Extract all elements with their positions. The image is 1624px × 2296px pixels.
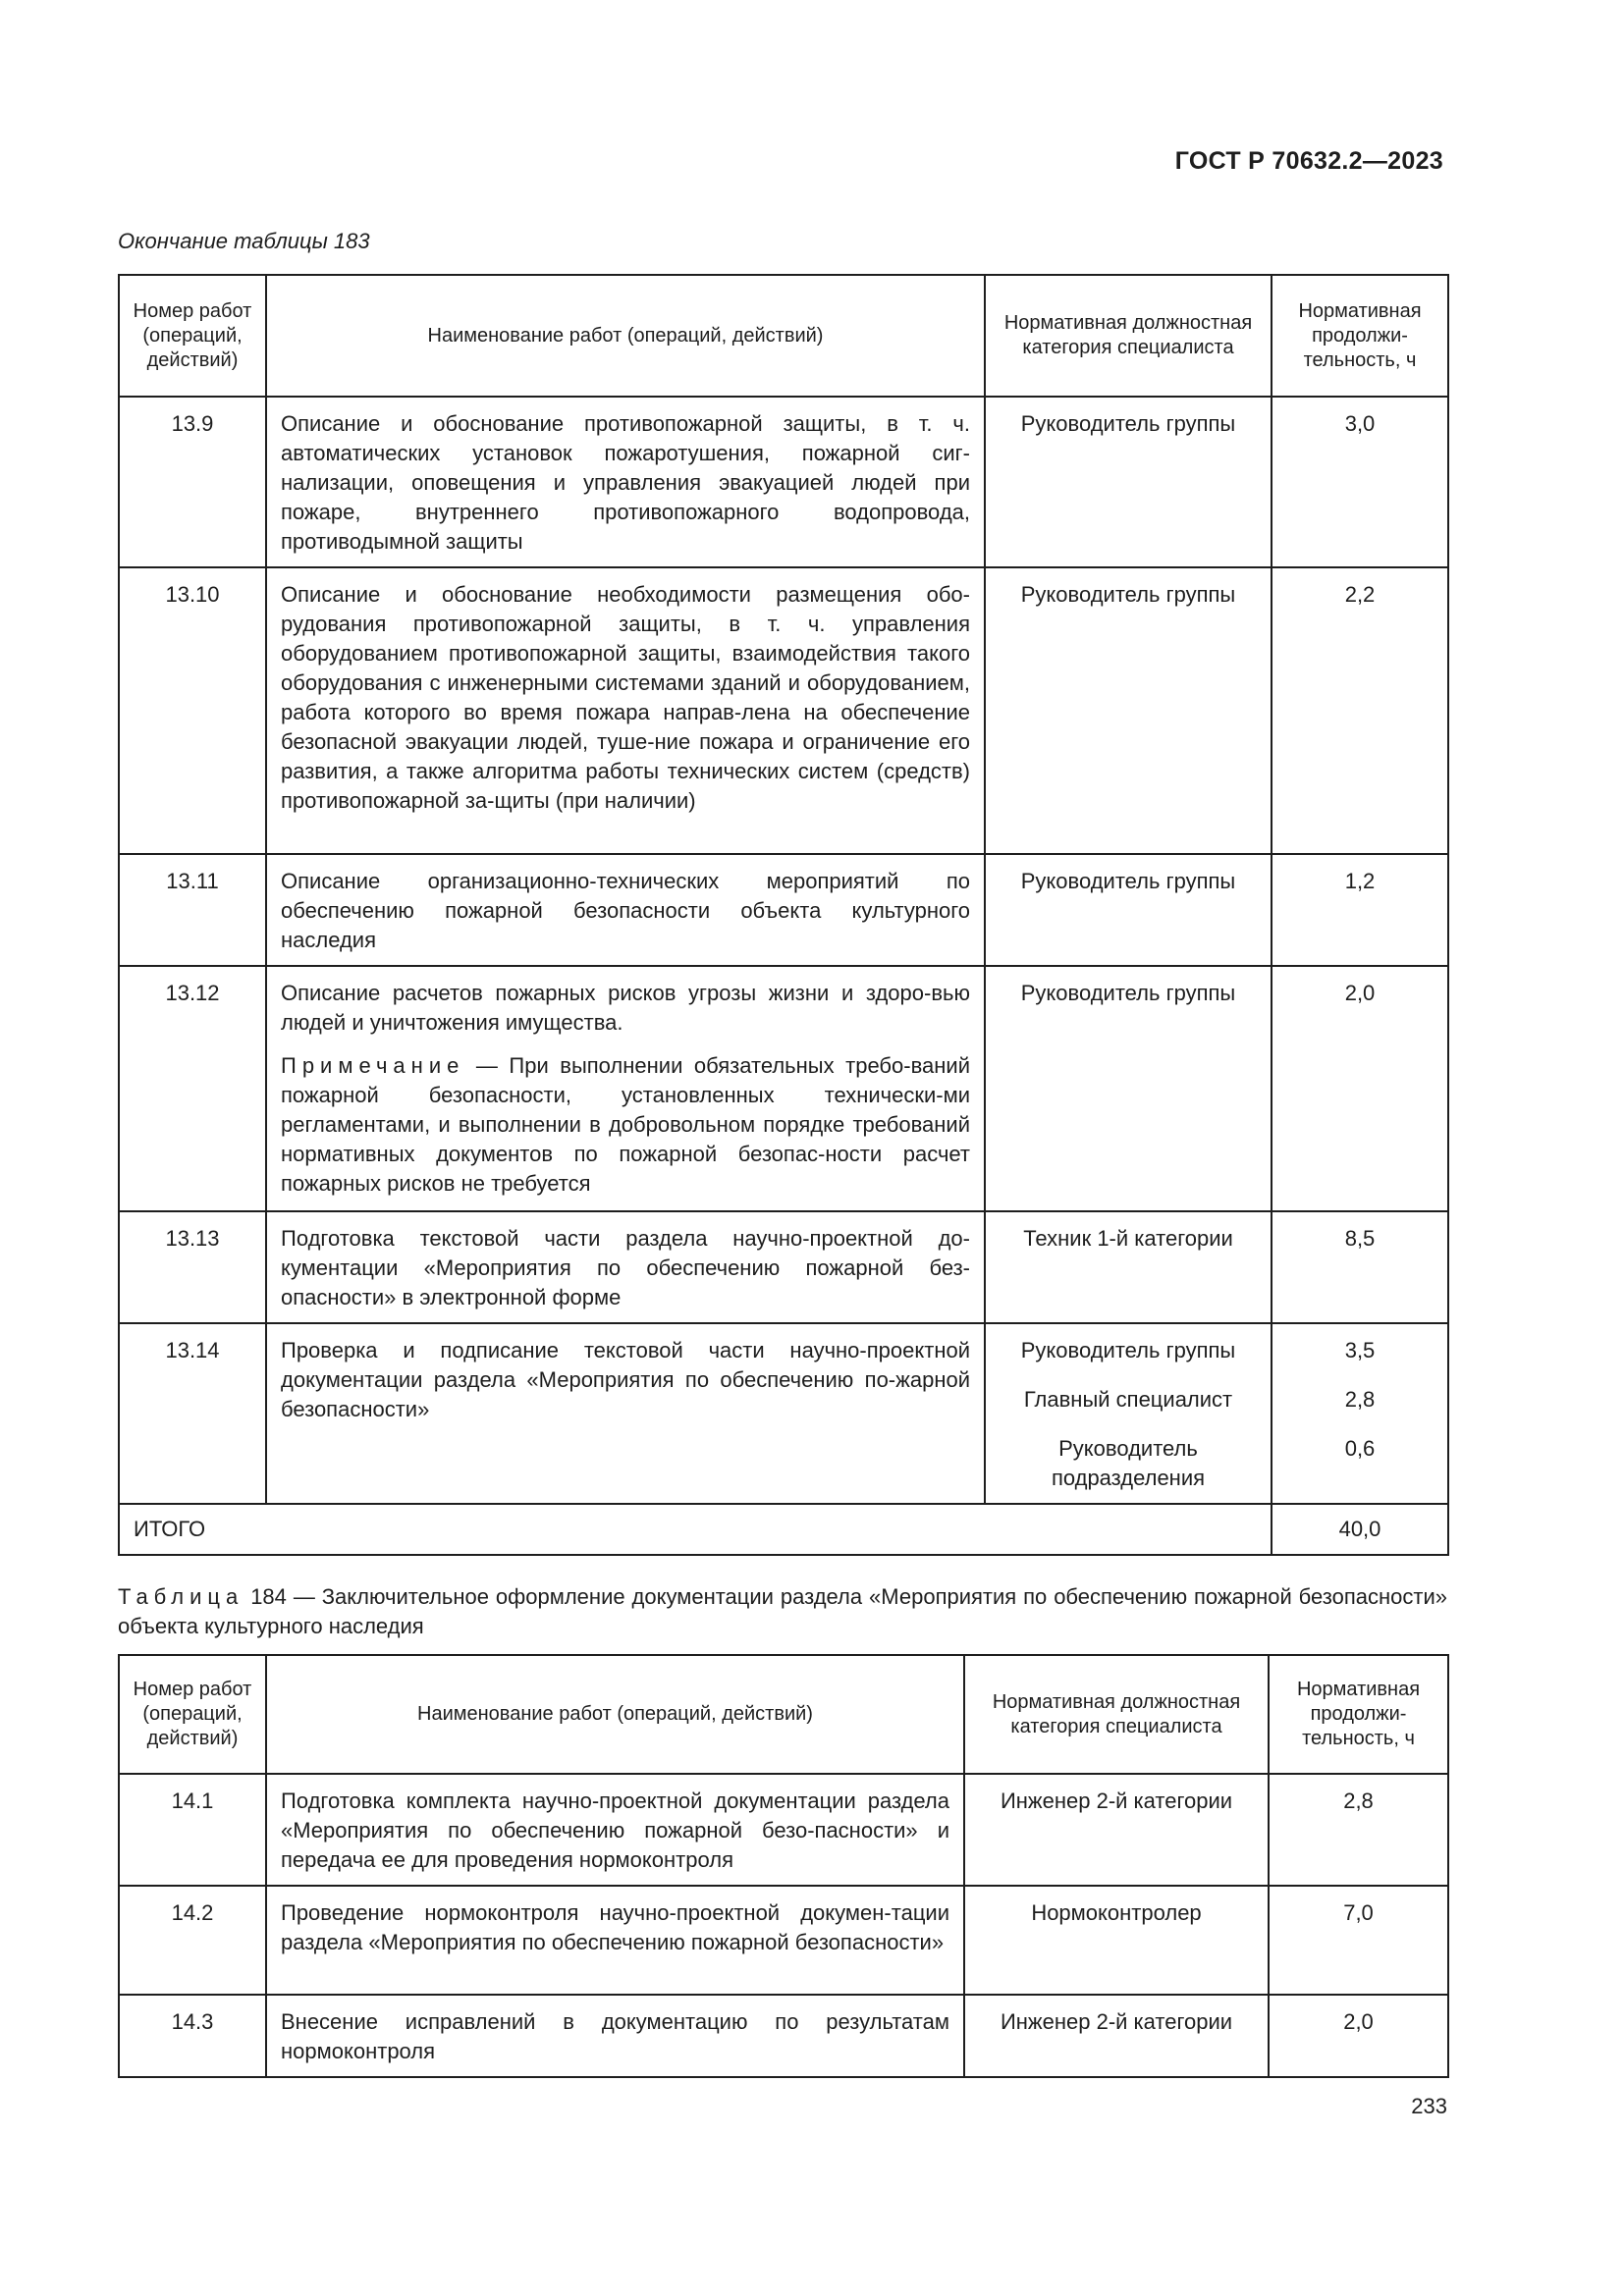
- row-num: 13.14: [119, 1323, 266, 1504]
- total-row: [119, 1504, 1448, 1555]
- table-184: [118, 1654, 1449, 2078]
- row-category: Техник 1-й категории: [985, 1211, 1272, 1323]
- row-num: 14.3: [119, 1995, 266, 2077]
- table-row: [119, 1774, 1448, 1886]
- row-categories: [985, 1323, 1272, 1504]
- row-category: Руководитель группы: [985, 854, 1272, 966]
- table-183-continuation-caption: Окончание таблицы 183: [118, 229, 370, 253]
- row-name: Описание и обоснование противопожарной защиты, в т. ч. автоматических установок пожаротушения, пожарной сиг-нализации, оповещения и управления эвакуацией людей при пожаре, внутреннего противопожарного водопровода, противодымной защиты: [266, 397, 985, 567]
- row-duration: 2,0: [1272, 966, 1448, 1211]
- row-duration: 1,2: [1272, 854, 1448, 966]
- row-duration: 3,5: [1344, 1338, 1376, 1362]
- row-name: Подготовка комплекта научно-проектной документации раздела «Мероприятия по обеспечению пожарной безо-пасности» и передача ее для проведения нормоконтроля: [266, 1774, 964, 1886]
- total-value: 40,0: [1272, 1504, 1448, 1555]
- row-duration: 0,6: [1344, 1436, 1376, 1461]
- row-num: 13.11: [119, 854, 266, 966]
- table-row: [119, 567, 1448, 854]
- row-duration: 7,0: [1269, 1886, 1448, 1995]
- row-num: 13.10: [119, 567, 266, 854]
- row-category: Нормоконтролер: [964, 1886, 1269, 1995]
- header-category: Нормативная должностная категория специалиста: [964, 1655, 1269, 1774]
- row-duration: 2,0: [1269, 1995, 1448, 2077]
- total-label: ИТОГО: [119, 1504, 1272, 1555]
- table-row: [119, 1886, 1448, 1995]
- row-name-with-note: [266, 966, 985, 1211]
- table-183: [118, 274, 1449, 1556]
- row-name: Описание расчетов пожарных рисков угрозы жизни и здоро-вью людей и уничтожения имущества.: [281, 981, 970, 1035]
- table-row: [119, 1211, 1448, 1323]
- row-durations: [1272, 1323, 1448, 1504]
- table-header-row: [119, 1655, 1448, 1774]
- note-label: Примечание: [281, 1053, 465, 1078]
- row-category: Руководитель подразделения: [1051, 1436, 1206, 1490]
- row-name: Описание и обоснование необходимости размещения обо-рудования противопожарной защиты, в т. ч. управления оборудованием противопожарной защиты, взаимодействия такого оборудования с инженерными системами зданий и оборудованием, работа которого во время пожара направ-лена на обеспечение безопасной эвакуации людей, туше-ние пожара и ограничение его развития, а также алгоритма работы технических систем (средств) противопожарной за-щиты (при наличии): [266, 567, 985, 854]
- row-name: Проверка и подписание текстовой части научно-проектной документации раздела «Мероприятия по обеспечению по-жарной безопасности»: [266, 1323, 985, 1504]
- row-duration: 2,8: [1269, 1774, 1448, 1886]
- document-code: ГОСТ Р 70632.2—2023: [1174, 147, 1443, 175]
- row-num: 13.9: [119, 397, 266, 567]
- row-category: Руководитель группы: [985, 966, 1272, 1211]
- table-row: [119, 1995, 1448, 2077]
- row-duration: 2,8: [1344, 1387, 1376, 1412]
- row-name: Описание организационно-технических мероприятий по обеспечению пожарной безопасности объекта культурного наследия: [266, 854, 985, 966]
- row-name: Подготовка текстовой части раздела научно-проектной до-кументации «Мероприятия по обеспечению пожарной без-опасности» в электронной форме: [266, 1211, 985, 1323]
- row-category: Руководитель группы: [985, 567, 1272, 854]
- table-row: [119, 854, 1448, 966]
- row-category: Главный специалист: [1023, 1387, 1233, 1412]
- row-num: 14.2: [119, 1886, 266, 1995]
- header-name: Наименование работ (операций, действий): [266, 1655, 964, 1774]
- header-duration: Нормативная продолжи-тельность, ч: [1269, 1655, 1448, 1774]
- table-header-row: [119, 275, 1448, 397]
- table-184-title: [118, 1582, 1447, 1641]
- row-duration: 8,5: [1272, 1211, 1448, 1323]
- table-title-label: Таблица: [118, 1584, 244, 1609]
- row-num: 13.12: [119, 966, 266, 1211]
- page-number: 233: [1411, 2094, 1447, 2118]
- note-text: — При выполнении обязательных требо-ваний пожарной безопасности, установленных технически-ми регламентами, и выполнении в добровольном порядке требований нормативных документов по пожарной безопас-ности расчет пожарных рисков не требуется: [281, 1053, 970, 1196]
- row-note: [281, 1051, 970, 1199]
- table-row: [119, 1323, 1448, 1504]
- row-name: Проведение нормоконтроля научно-проектной докумен-тации раздела «Мероприятия по обеспечению пожарной безопасности»: [266, 1886, 964, 1995]
- row-name: Внесение исправлений в документацию по результатам нормоконтроля: [266, 1995, 964, 2077]
- header-num: Номер работ (операций, действий): [119, 275, 266, 397]
- header-name: Наименование работ (операций, действий): [266, 275, 985, 397]
- row-category: Инженер 2-й категории: [964, 1995, 1269, 2077]
- header-category: Нормативная должностная категория специалиста: [985, 275, 1272, 397]
- row-category: Руководитель группы: [1020, 1338, 1236, 1362]
- row-category: Инженер 2-й категории: [964, 1774, 1269, 1886]
- header-duration: Нормативная продолжи-тельность, ч: [1272, 275, 1448, 397]
- row-duration: 3,0: [1272, 397, 1448, 567]
- table-row: [119, 966, 1448, 1211]
- header-num: Номер работ (операций, действий): [119, 1655, 266, 1774]
- row-category: Руководитель группы: [985, 397, 1272, 567]
- table-row: [119, 397, 1448, 567]
- row-num: 13.13: [119, 1211, 266, 1323]
- row-duration: 2,2: [1272, 567, 1448, 854]
- row-num: 14.1: [119, 1774, 266, 1886]
- table-title-text: 184 — Заключительное оформление документации раздела «Мероприятия по обеспечению пожарной безопасности» объекта культурного наследия: [118, 1584, 1447, 1638]
